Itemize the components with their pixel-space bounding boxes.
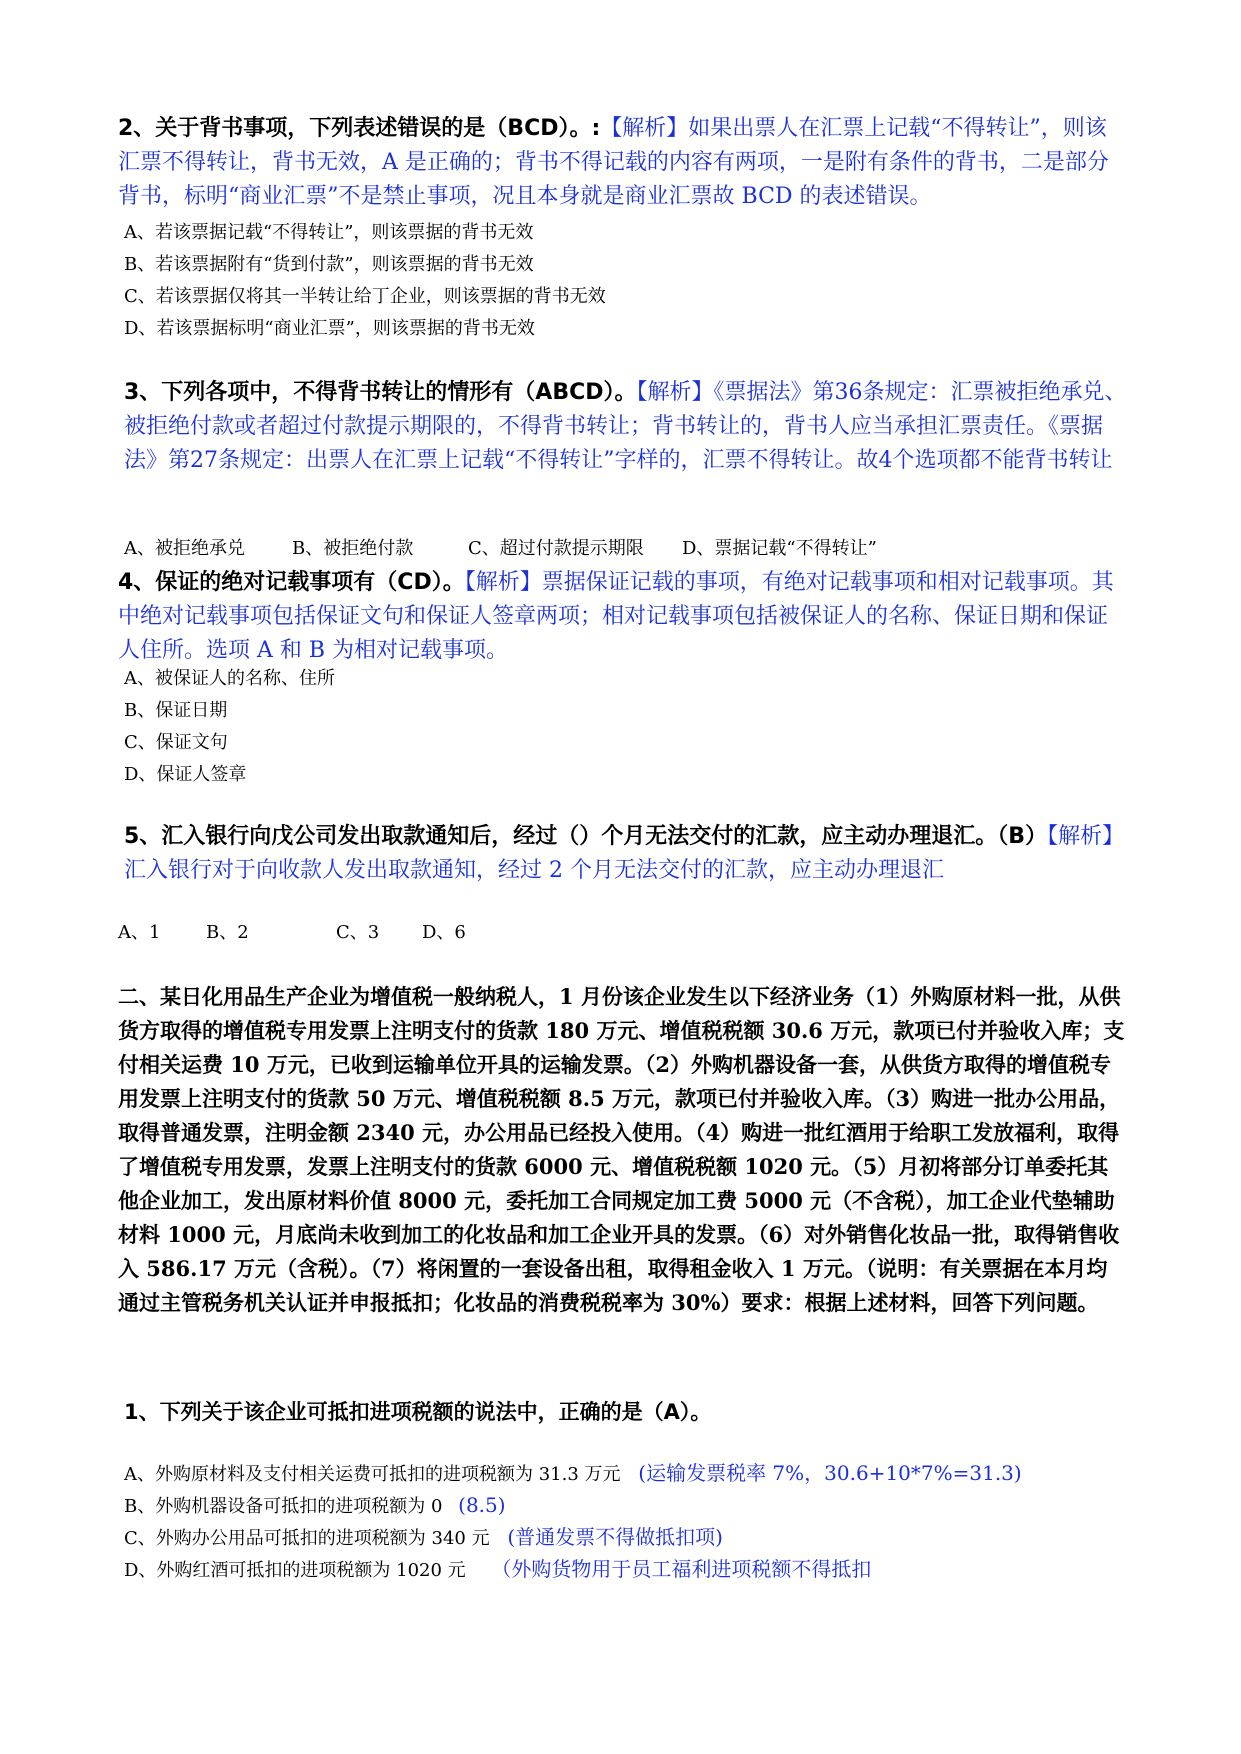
option-c-note: (普通发票不得做抵扣项) (507, 1525, 723, 1549)
question-5-option-d: D、6 (422, 922, 466, 943)
question-4-option-c: C、保证文句 (124, 732, 228, 753)
option-d-note: （外购货物用于员工福利进项税额不得抵扣 (491, 1557, 872, 1581)
question-3-analysis: 【解析】《票据法》第36条规定：汇票被拒绝承兑、被拒绝付款或者超过付款提示期限的，不得背书转让；背书转让的，背书人应当承担汇票责任。《票据法》第27条规定：出票人在汇票上记载“不得转让”字样的，汇票不得转让。故4个选项都不能背书转让 (124, 380, 1127, 473)
question-2-option-c: C、若该票据仅将其一半转让给丁企业，则该票据的背书无效 (124, 286, 606, 307)
option-a-note: (运输发票税率 7%，30.6+10*7%=31.3) (638, 1461, 1022, 1485)
question-5-option-b: B、2 (206, 922, 249, 943)
question-2-analysis: 【解析】如果出票人在汇票上记载“不得转让”，则该汇票不得转让，背书无效，A 是正确的；背书不得记载的内容有两项，一是附有条件的背书，二是部分背书，标明“商业汇票”不是禁止事项，况且本身就是商业汇票故 BCD 的表述错误。 (118, 116, 1109, 209)
question-2-option-b: B、若该票据附有“货到付款”，则该票据的背书无效 (124, 254, 534, 275)
question-2-stem: 2、关于背书事项，下列表述错误的是（BCD）。: (118, 116, 601, 141)
question-2-option-d: D、若该票据标明“商业汇票”，则该票据的背书无效 (124, 318, 535, 339)
question-4-analysis: 【解析】票据保证记载的事项，有绝对记载事项和相对记载事项。其中绝对记载事项包括保证文句和保证人签章两项；相对记载事项包括被保证人的名称、保证日期和保证人住所。选项 A 和 B 为相对记载事项。 (118, 570, 1114, 663)
question-3-option-a: A、被拒绝承兑 (124, 538, 245, 559)
part-2-paragraph: 二、某日化用品生产企业为增值税一般纳税人，1 月份该企业发生以下经济业务（1）外购原材料一批，从供货方取得的增值税专用发票上注明支付的货款 180 万元、增值税税额 30.6 万元，款项已付并验收入库；支付相关运费 10 万元，已收到运输单位开具的运输发票。（2）外购机器设备一套，从供货方取得的增值税专用发票上注明支付的货款 50 万元、增值税税额 8.5 万元，款项已付并验收入库。（3）购进一批办公用品，取得普通发票，注明金额 2340 元，办公用品已经投入使用。（4）购进一批红酒用于给职工发放福利，取得了增值税专用发票，发票上注明支付的货款 6000 元、增值税税额 1020 元。（5）月初将部分订单委托其他企业加工，发出原材料价值 8000 元，委托加工合同规定加工费 5000 元（不含税），加工企业代垫辅助材料 1000 元，月底尚未收到加工的化妆品和加工企业开具的发票。（6）对外销售化妆品一批，取得销售收入 586.17 万元（含税）。（7）将闲置的一套设备出租，取得租金收入 1 万元。（说明：有关票据在本月均通过主管税务机关认证并申报抵扣；化妆品的消费税税率为 30%）要求：根据上述材料，回答下列问题。 (118, 984, 1125, 1315)
question-5-option-a: A、1 (118, 922, 161, 943)
question-4-option-b: B、保证日期 (124, 700, 228, 721)
question-4-option-a: A、被保证人的名称、住所 (124, 668, 335, 689)
part-2-question-1-stem: 1、下列关于该企业可抵扣进项税额的说法中，正确的是（A）。 (124, 1400, 712, 1424)
question-3-option-d: D、票据记载“不得转让” (682, 538, 877, 559)
question-3-stem: 3、下列各项中，不得背书转让的情形有（ABCD）。 (124, 380, 637, 405)
option-b-text: B、外购机器设备可抵扣的进项税额为 0 (124, 1496, 443, 1517)
question-5-stem: 5、汇入银行向戊公司发出取款通知后，经过（）个月无法交付的汇款，应主动办理退汇。（B） (124, 824, 1048, 849)
option-c-text: C、外购办公用品可抵扣的进项税额为 340 元 (124, 1528, 490, 1549)
option-d-text: D、外购红酒可抵扣的进项税额为 1020 元 (124, 1560, 466, 1581)
question-4 (118, 566, 1128, 668)
part-2-question-1-option-d (124, 1556, 871, 1584)
question-4-option-d: D、保证人签章 (124, 764, 247, 785)
question-4-stem: 4、保证的绝对记载事项有（CD）。 (118, 570, 465, 595)
part-2-question-1-option-b (124, 1492, 506, 1520)
question-5-option-c: C、3 (336, 922, 380, 943)
part-2-question-1-option-a (124, 1460, 1022, 1488)
option-a-text: A、外购原材料及支付相关运费可抵扣的进项税额为 31.3 万元 (124, 1464, 621, 1485)
part-2-question-1-option-c (124, 1524, 723, 1552)
question-3 (124, 376, 1134, 478)
question-5-analysis: 【解析】汇入银行对于向收款人发出取款通知，经过 2 个月无法交付的汇款，应主动办理退汇 (124, 824, 1125, 883)
question-5 (124, 820, 1134, 888)
question-3-option-b: B、被拒绝付款 (292, 538, 414, 559)
question-2-option-a: A、若该票据记载“不得转让”，则该票据的背书无效 (124, 222, 534, 243)
option-b-note: (8.5) (458, 1493, 506, 1517)
question-3-option-c: C、超过付款提示期限 (468, 538, 644, 559)
part-2-question-1 (124, 1396, 1134, 1426)
question-2 (118, 112, 1128, 214)
